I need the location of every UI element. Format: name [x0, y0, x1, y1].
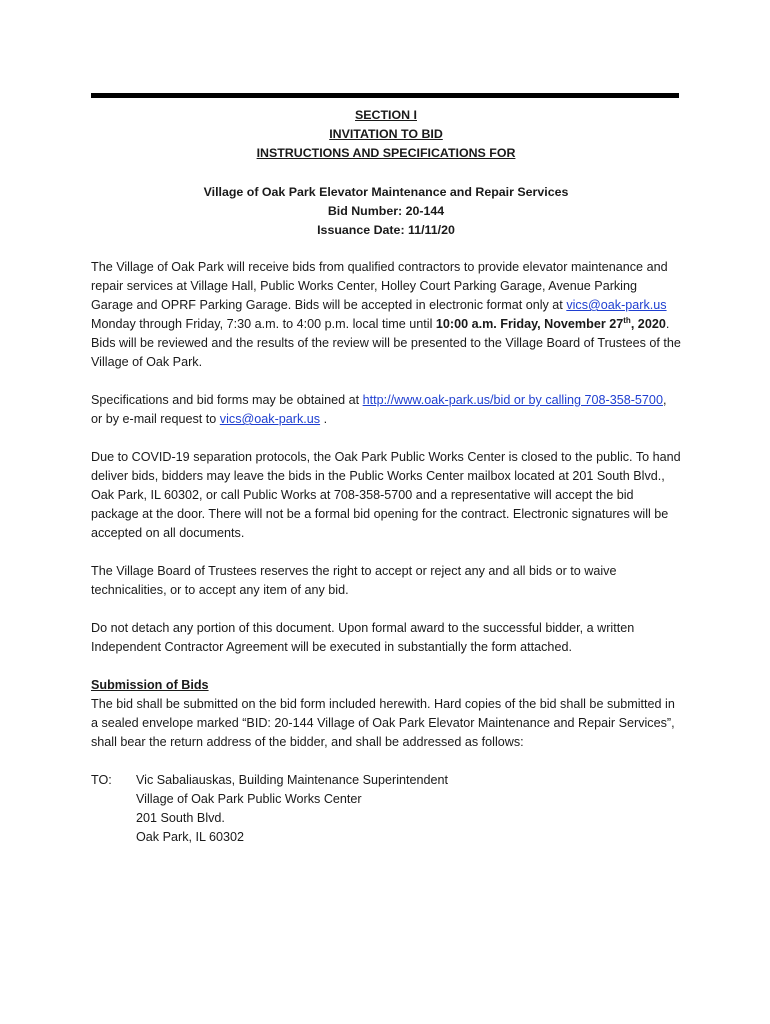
intro-text-3: . Bids will be reviewed and the results of the review will be presented to the Village Board of Trustees of the Village of Oak Park. — [91, 317, 681, 369]
section-label: SECTION I — [355, 108, 417, 122]
specs-email-link[interactable]: vics@oak-park.us — [219, 412, 321, 426]
covid-paragraph: Due to COVID-19 separation protocols, the Oak Park Public Works Center is closed to the public. To hand deliver bids, bidders may leave the bids in the Public Works Center mailbox located at 201 South Blvd., Oak Park, IL 60302, or call Public Works at 708-358-5700 and a representative will accept the bid package at the door. There will not be a formal bid opening for the contract. Electronic signatures will be accepted on all documents. — [91, 450, 681, 540]
specs-text-2: , or by e-mail request to — [91, 393, 667, 426]
intro-email-link[interactable]: vics@oak-park.us — [566, 298, 667, 312]
document-body — [91, 106, 681, 847]
top-rule — [91, 93, 679, 98]
title-block — [91, 183, 681, 240]
intro-paragraph — [91, 258, 681, 372]
submission-heading: Submission of Bids — [91, 678, 209, 692]
intro-text-2: Monday through Friday, 7:30 a.m. to 4:00 p.m. local time until — [91, 317, 436, 331]
address-line-2: Village of Oak Park Public Works Center — [136, 792, 362, 806]
deadline — [436, 317, 666, 331]
address-label: TO: — [91, 773, 112, 787]
project-title: Village of Oak Park Elevator Maintenance and Repair Services — [203, 185, 569, 199]
submission-paragraph: The bid shall be submitted on the bid form included herewith. Hard copies of the bid shall be submitted in a sealed envelope marked “BID: 20-144 Village of Oak Park Elevator Maintenance and Repair Services”, shall bear the return address of the bidder, and shall be addressed as follows: — [91, 697, 675, 749]
specs-text-1: Specifications and bid forms may be obtained at — [91, 393, 363, 407]
issuance-date: Issuance Date: 11/11/20 — [317, 223, 455, 237]
address-block — [91, 771, 681, 847]
deadline-year: , 2020 — [630, 317, 666, 331]
address-line-4: Oak Park, IL 60302 — [136, 830, 245, 844]
address-line-1: Vic Sabaliauskas, Building Maintenance Superintendent — [136, 773, 449, 787]
invitation-label: INVITATION TO BID — [329, 127, 443, 141]
reserve-paragraph: The Village Board of Trustees reserves the right to accept or reject any and all bids or to waive technicalities, or to accept any item of any bid. — [91, 564, 617, 597]
specs-paragraph — [91, 391, 681, 429]
section-header — [91, 106, 681, 163]
detach-paragraph: Do not detach any portion of this document. Upon formal award to the successful bidder, a written Independent Contractor Agreement will be executed in substantially the form attached. — [91, 621, 635, 654]
specs-web-link[interactable]: http://www.oak-park.us/bid or by calling 708-358-5700 — [362, 393, 663, 407]
deadline-date: 10:00 a.m. Friday, November 27 — [435, 317, 624, 331]
intro-text-1: The Village of Oak Park will receive bids from qualified contractors to provide elevator maintenance and repair services at Village Hall, Public Works Center, Holley Court Parking Garage, Avenue Parking Garage and OPRF Parking Garage. Bids will be accepted in electronic format only at — [91, 260, 668, 312]
address-line-3: 201 South Blvd. — [136, 811, 225, 825]
deadline-ordinal: th — [623, 315, 631, 325]
address-lines — [136, 771, 448, 847]
specs-text-3: . — [320, 412, 328, 426]
bid-number: Bid Number: 20-144 — [327, 204, 445, 218]
instructions-label: INSTRUCTIONS AND SPECIFICATIONS FOR — [256, 146, 516, 160]
